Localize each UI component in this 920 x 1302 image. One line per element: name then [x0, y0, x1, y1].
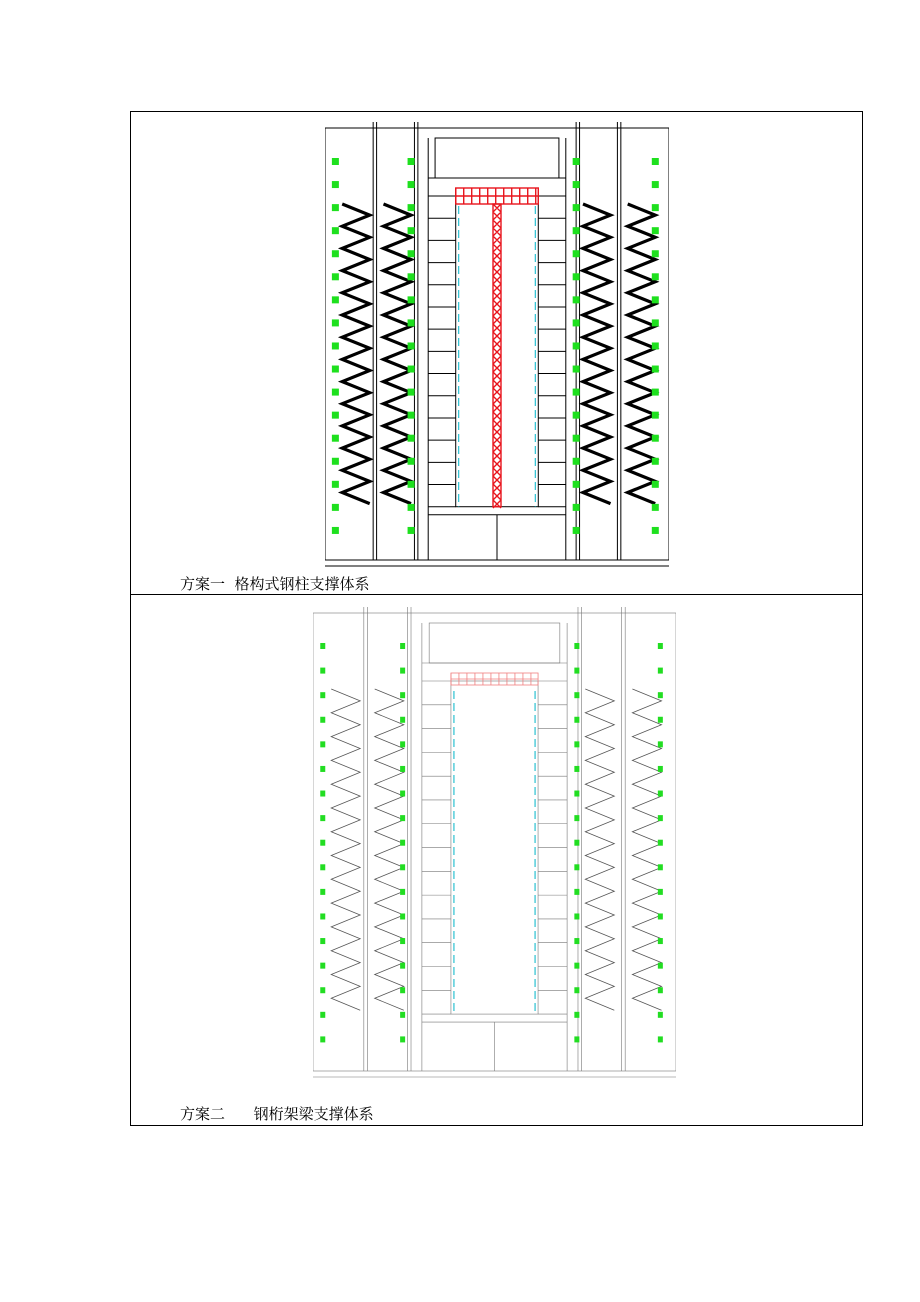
- steel-truss-beam-support-section: [313, 603, 676, 1081]
- lattice-steel-column-support-section: [325, 118, 669, 570]
- scheme1-caption: 方案一 格构式钢柱支撑体系: [180, 575, 370, 593]
- table-row-divider: [131, 594, 862, 595]
- scheme-table: [130, 111, 863, 1126]
- scheme2-caption: 方案二 钢桁架梁支撑体系: [180, 1105, 374, 1123]
